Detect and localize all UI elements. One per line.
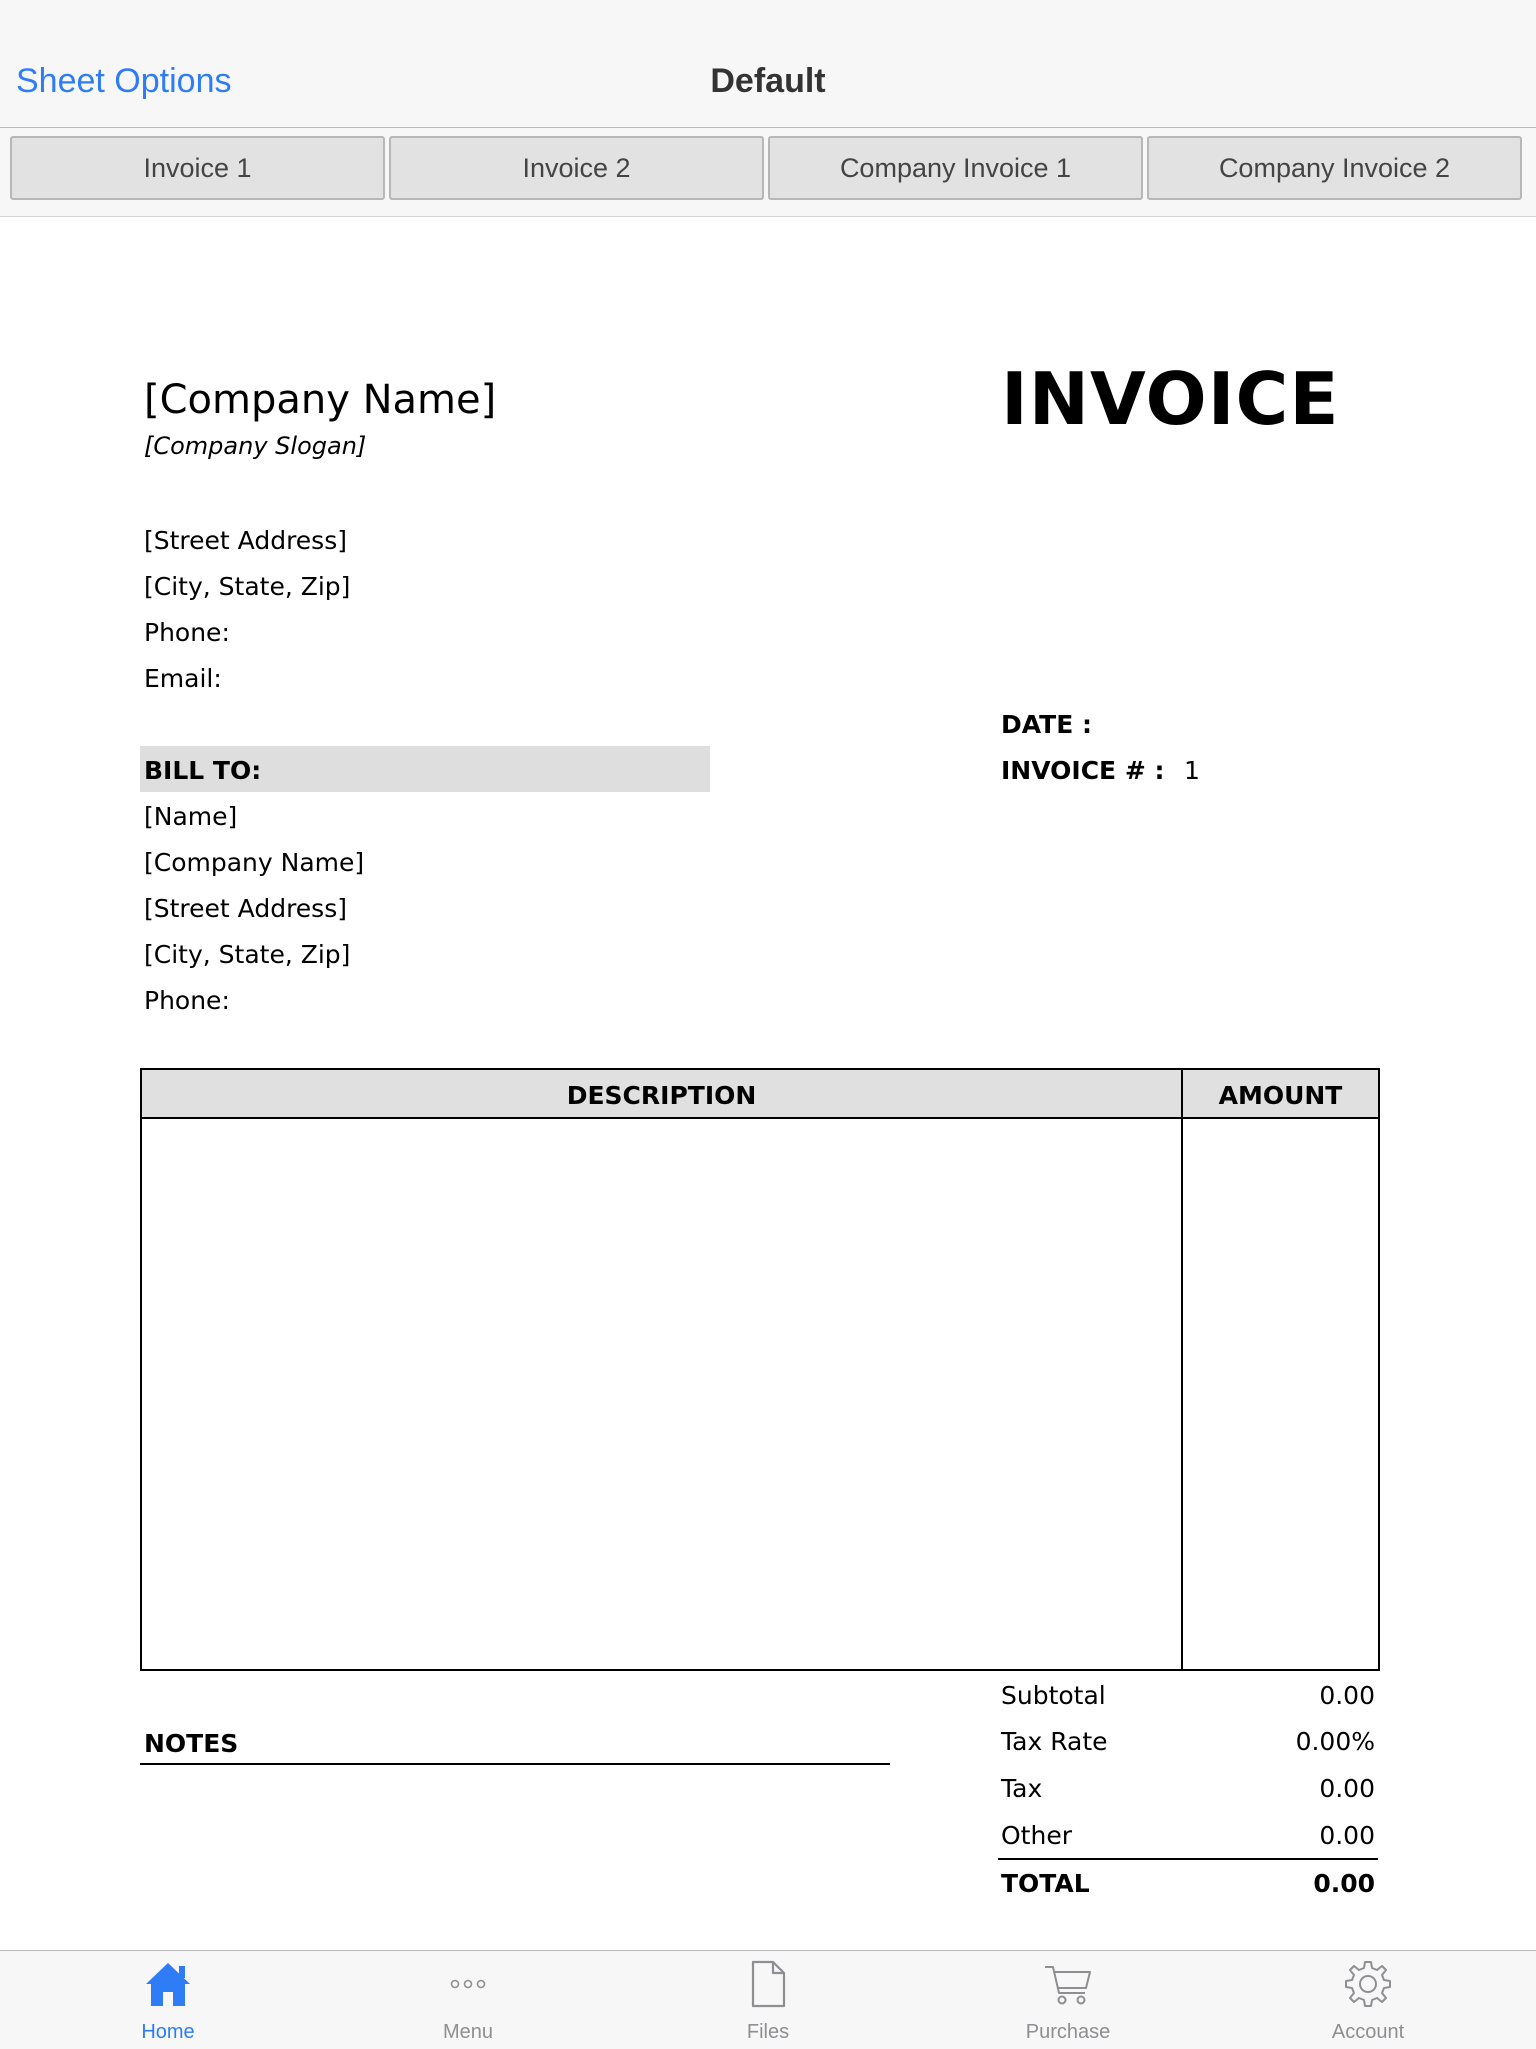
invoice-sheet[interactable]: [0, 217, 1536, 1950]
tab-company-invoice-2[interactable]: Company Invoice 2: [1147, 136, 1522, 200]
other-label: Other: [1001, 1821, 1072, 1850]
company-name[interactable]: [Company Name]: [144, 377, 497, 423]
from-phone-label[interactable]: Phone:: [144, 618, 230, 647]
sheet-options-button[interactable]: Sheet Options: [16, 62, 232, 100]
page-title: Default: [710, 62, 826, 100]
tax-value: 0.00: [1319, 1774, 1375, 1803]
subtotal-value: 0.00: [1319, 1681, 1375, 1710]
more-icon: [443, 1959, 493, 2009]
navigation-bar: [0, 0, 1536, 128]
total-value: 0.00: [1313, 1869, 1375, 1898]
tabbar-menu-label: Menu: [442, 2021, 494, 2043]
tabbar-purchase-label: Purchase: [1025, 2021, 1111, 2043]
bottom-tab-bar: [0, 1950, 1536, 2049]
tabbar-account[interactable]: [1218, 1951, 1518, 2049]
cart-icon: [1043, 1959, 1093, 2009]
gear-icon: [1343, 1959, 1393, 2009]
date-label: DATE :: [1001, 710, 1092, 739]
bill-to-city-state-zip[interactable]: [City, State, Zip]: [144, 940, 351, 969]
template-tabs: [0, 128, 1536, 217]
from-street-address[interactable]: [Street Address]: [144, 526, 347, 555]
from-email-label[interactable]: Email:: [144, 664, 222, 693]
notes-underline: [140, 1763, 890, 1765]
table-header-row: [142, 1070, 1378, 1119]
line-items-table[interactable]: [140, 1068, 1380, 1671]
bill-to-company[interactable]: [Company Name]: [144, 848, 365, 877]
tab-company-invoice-1[interactable]: Company Invoice 1: [768, 136, 1143, 200]
subtotal-label: Subtotal: [1001, 1681, 1106, 1710]
bill-to-label: BILL TO:: [144, 756, 262, 785]
invoice-number-label: INVOICE # :: [1001, 756, 1165, 785]
tabbar-menu[interactable]: [318, 1951, 618, 2049]
total-separator: [998, 1858, 1378, 1860]
bill-to-name[interactable]: [Name]: [144, 802, 238, 831]
description-column-header: DESCRIPTION: [566, 1081, 757, 1110]
column-divider: [1181, 1070, 1183, 1669]
tab-invoice-2[interactable]: Invoice 2: [389, 136, 764, 200]
invoice-number-value[interactable]: 1: [1184, 756, 1200, 785]
company-slogan[interactable]: [Company Slogan]: [144, 432, 367, 460]
tax-rate-value[interactable]: 0.00%: [1295, 1727, 1375, 1756]
bill-to-header: [140, 746, 710, 792]
amount-column-header: AMOUNT: [1218, 1081, 1343, 1110]
tabbar-files[interactable]: [618, 1951, 918, 2049]
tabbar-account-label: Account: [1331, 2021, 1405, 2043]
bill-to-street[interactable]: [Street Address]: [144, 894, 347, 923]
invoice-heading: INVOICE: [1001, 357, 1340, 441]
bill-to-phone-label[interactable]: Phone:: [144, 986, 230, 1015]
total-label: TOTAL: [1001, 1869, 1090, 1898]
notes-label: NOTES: [144, 1729, 239, 1758]
from-city-state-zip[interactable]: [City, State, Zip]: [144, 572, 351, 601]
tabbar-files-label: Files: [746, 2021, 790, 2043]
other-value[interactable]: 0.00: [1319, 1821, 1375, 1850]
file-icon: [743, 1959, 793, 2009]
tabbar-purchase[interactable]: [918, 1951, 1218, 2049]
tax-label: Tax: [1001, 1774, 1043, 1803]
tabbar-home[interactable]: [18, 1951, 318, 2049]
home-icon: [143, 1959, 193, 2009]
tax-rate-label: Tax Rate: [1001, 1727, 1108, 1756]
tabbar-home-label: Home: [141, 2021, 195, 2043]
tab-invoice-1[interactable]: Invoice 1: [10, 136, 385, 200]
